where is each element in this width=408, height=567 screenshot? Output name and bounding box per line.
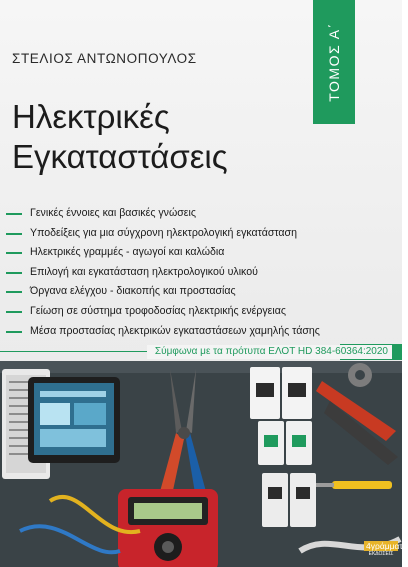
- publisher-subtitle: ΕΚΔΟΣΕΙΣ: [368, 551, 394, 557]
- tablet-icon: [28, 377, 120, 463]
- topic-text: Μέσα προστασίας ηλεκτρικών εγκαταστάσεων χαμηλής τάσης: [30, 324, 320, 337]
- topic-list: [0, 204, 360, 341]
- topic-text: Γενικές έννοιες και βασικές γνώσεις: [30, 207, 196, 219]
- multimeter-icon: [118, 489, 218, 567]
- standard-note: Σύμφωνα με τα πρότυπα ΕΛΟΤ HD 384-60364:2020: [147, 345, 392, 359]
- topic-text: Όργανα ελέγχου - διακοπής και προστασίας: [30, 285, 236, 298]
- topic-item: [0, 282, 360, 302]
- dash-icon: [6, 311, 22, 313]
- topic-item: [0, 322, 360, 342]
- topic-text: Γείωση σε σύστημα τροφοδοσίας ηλεκτρικής ενέργειας: [30, 304, 286, 317]
- dash-icon: [6, 291, 22, 293]
- dash-icon: [6, 213, 22, 215]
- author-name: ΣΤΕΛΙΟΣ ΑΝΤΩΝΟΠΟΥΛΟΣ: [12, 51, 197, 66]
- topic-item: [0, 263, 360, 283]
- topic-text: Υποδείξεις για μια σύγχρονη ηλεκτρολογική εγκατάσταση: [30, 226, 297, 239]
- dash-icon: [6, 272, 22, 274]
- topic-text: Ηλεκτρικές γραμμές - αγωγοί και καλώδια: [30, 246, 225, 259]
- topic-text: Επιλογή και εγκατάσταση ηλεκτρολογικού υλικού: [30, 265, 258, 278]
- title-line-2: Εγκαταστάσεις: [12, 138, 228, 175]
- dash-icon: [6, 233, 22, 235]
- topic-item: [0, 224, 360, 244]
- publisher-logo: [364, 541, 408, 563]
- dash-icon: [6, 331, 22, 333]
- topic-item: [0, 204, 360, 224]
- screwdriver-icon: [332, 481, 392, 489]
- title-line-1: Ηλεκτρικές: [12, 98, 170, 135]
- dash-icon: [6, 252, 22, 254]
- book-title: [12, 97, 228, 177]
- topic-item: [0, 243, 360, 263]
- publisher-name: 4γράμματα: [366, 541, 408, 551]
- volume-label: ΤΟΜΟΣ Α΄: [326, 22, 342, 102]
- topic-item: [0, 302, 360, 322]
- tools-photo: [0, 361, 408, 567]
